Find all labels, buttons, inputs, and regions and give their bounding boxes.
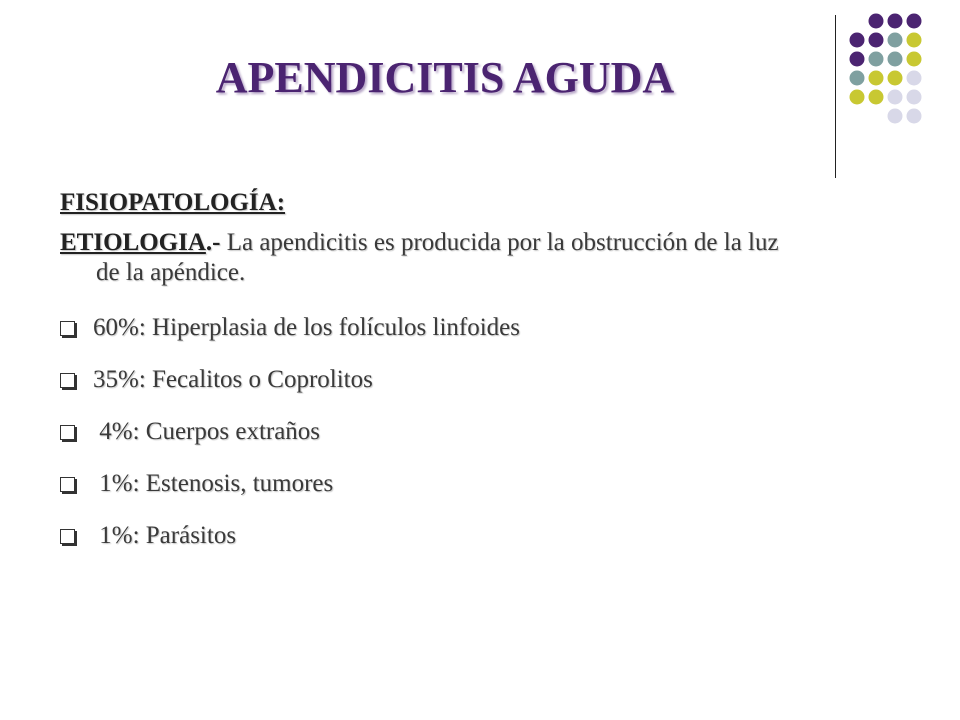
decorative-dot [888,14,903,29]
decorative-dot [907,90,922,105]
list-item [60,458,780,510]
checkbox-bullet-icon [60,529,75,544]
bullet-text: 60%: Hiperplasia de los folículos linfoides [93,314,521,341]
decorative-dot [869,14,884,29]
bullet-text: 1%: Estenosis, tumores [93,470,334,497]
bullet-text: 1%: Parásitos [93,522,237,549]
decorative-dot [869,90,884,105]
list-item [60,510,780,562]
decorative-dot [907,109,922,124]
decorative-dot [907,71,922,86]
list-item [60,302,780,354]
etiology-text: La apendicitis es producida por la obstrucción de la luz de la apéndice. [96,229,779,286]
etiology-paragraph [60,228,780,288]
decorative-dot [869,52,884,67]
slide-body [60,188,780,562]
decorative-dot [907,52,922,67]
decorative-dot [888,33,903,48]
decorative-dot [850,71,865,86]
checkbox-bullet-icon [60,373,75,388]
etiology-lead: ETIOLOGIA [60,229,206,256]
decorative-dot [888,90,903,105]
decorative-dot [869,33,884,48]
etiology-separator: .- [205,229,221,256]
checkbox-bullet-icon [60,477,75,492]
decorative-dot [850,90,865,105]
decorative-dot [907,14,922,29]
bullet-list [60,302,780,562]
bullet-text: 35%: Fecalitos o Coprolitos [93,366,373,393]
decorative-dot [888,52,903,67]
checkbox-bullet-icon [60,425,75,440]
list-item [60,354,780,406]
decorative-dot [888,109,903,124]
decorative-dot [850,33,865,48]
decorative-dot [850,52,865,67]
decorative-dot [888,71,903,86]
bullet-text: 4%: Cuerpos extraños [93,418,321,445]
slide-title: APENDICITIS AGUDA [215,53,675,102]
decorative-divider [835,15,836,178]
section-heading: FISIOPATOLOGÍA: [60,189,286,216]
list-item [60,406,780,458]
decorative-dot [907,33,922,48]
checkbox-bullet-icon [60,321,75,336]
decorative-dot [869,71,884,86]
